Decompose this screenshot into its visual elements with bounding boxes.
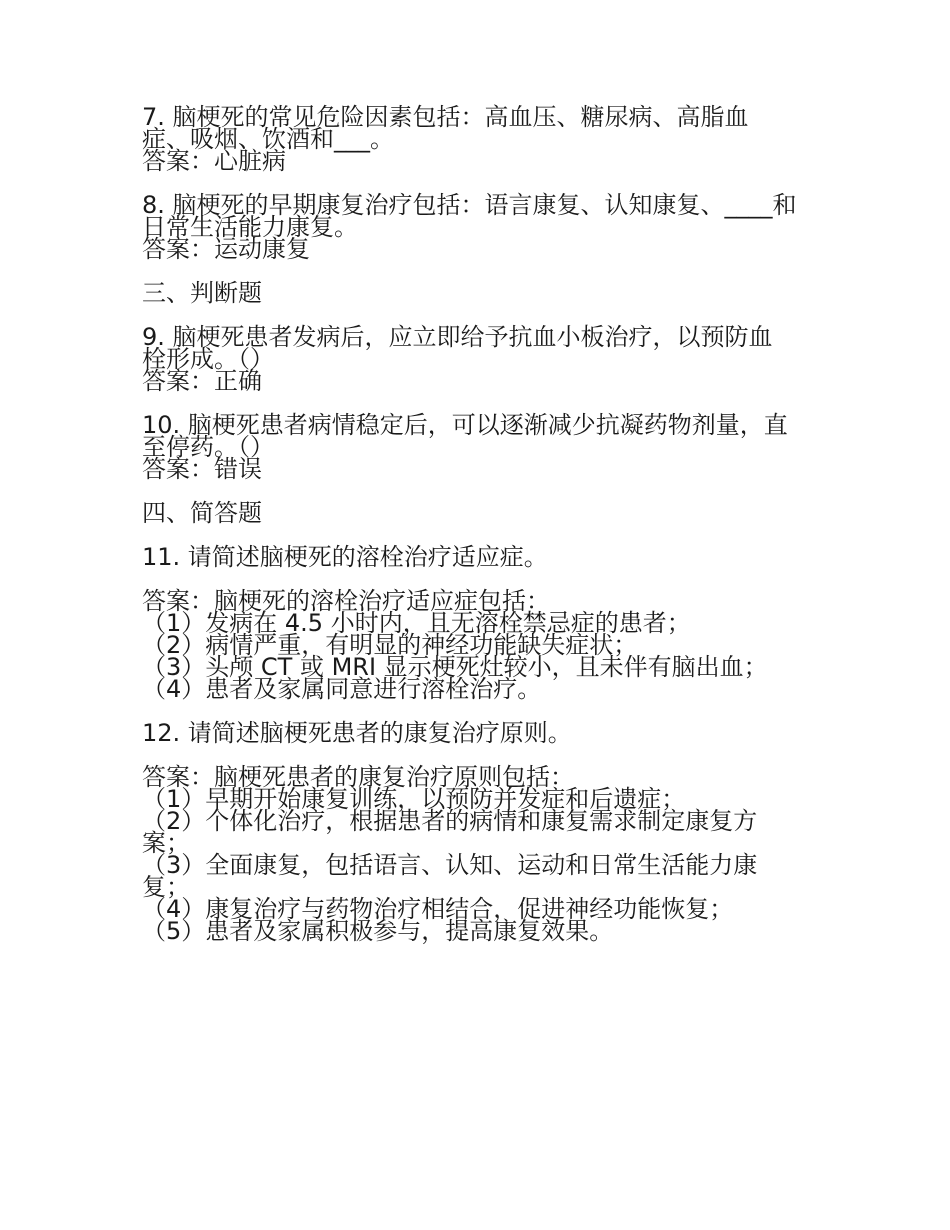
answer-11-line-2: （1）发病在 4.5 小时内，且无溶栓禁忌症的患者； [142, 609, 691, 637]
question-8-answer: 答案：运动康复 [142, 235, 310, 263]
question-10 [142, 411, 822, 483]
answer-12-line-5: （3）全面康复，包括语言、认知、运动和日常生活能力康 [142, 851, 758, 879]
section-heading-true-false [142, 279, 822, 307]
answer-12-line-7: （4）康复治疗与药物治疗相结合，促进神经功能恢复； [142, 895, 734, 923]
section-3-title: 三、判断题 [142, 279, 262, 307]
question-12 [142, 719, 822, 747]
answer-12-line-8: （5）患者及家属积极参与，提高康复效果。 [142, 917, 614, 945]
question-10-answer: 答案：错误 [142, 455, 262, 483]
answer-12-line-4: 案； [142, 829, 190, 857]
question-9-line-2: 栓形成。（） [142, 345, 274, 373]
answer-12-line-1: 答案：脑梗死患者的康复治疗原则包括： [142, 763, 574, 791]
answer-11 [142, 587, 822, 703]
answer-12-line-6: 复； [142, 873, 190, 901]
question-12-text: 12. 请简述脑梗死患者的康复治疗原则。 [142, 719, 572, 747]
answer-12-line-3: （2）个体化治疗，根据患者的病情和康复需求制定康复方 [142, 807, 758, 835]
answer-11-line-4: （3）头颅 CT 或 MRI 显示梗死灶较小，且未伴有脑出血； [142, 653, 768, 681]
question-7-answer: 答案：心脏病 [142, 147, 286, 175]
document-page [142, 103, 822, 945]
question-8-line-1: 8. 脑梗死的早期康复治疗包括：语言康复、认知康复、____和 [142, 191, 797, 219]
section-heading-short-answer [142, 499, 822, 527]
question-7-line-2: 症、吸烟、饮酒和___。 [142, 125, 394, 153]
question-11-text: 11. 请简述脑梗死的溶栓治疗适应症。 [142, 543, 548, 571]
answer-12 [142, 763, 822, 945]
question-9 [142, 323, 822, 395]
answer-11-line-1: 答案：脑梗死的溶栓治疗适应症包括： [142, 587, 550, 615]
question-11 [142, 543, 822, 571]
question-9-answer: 答案：正确 [142, 367, 262, 395]
question-8 [142, 191, 822, 263]
question-9-line-1: 9. 脑梗死患者发病后，应立即给予抗血小板治疗，以预防血 [142, 323, 773, 351]
answer-11-line-5: （4）患者及家属同意进行溶栓治疗。 [142, 675, 542, 703]
question-8-line-2: 日常生活能力康复。 [142, 213, 358, 241]
answer-11-line-3: （2）病情严重，有明显的神经功能缺失症状； [142, 631, 638, 659]
question-7-line-1: 7. 脑梗死的常见危险因素包括：高血压、糖尿病、高脂血 [142, 103, 749, 131]
question-10-line-2: 至停药。（） [142, 433, 274, 461]
answer-12-line-2: （1）早期开始康复训练，以预防并发症和后遗症； [142, 785, 686, 813]
section-4-title: 四、简答题 [142, 499, 262, 527]
question-7 [142, 103, 822, 175]
question-10-line-1: 10. 脑梗死患者病情稳定后，可以逐渐减少抗凝药物剂量，直 [142, 411, 788, 439]
